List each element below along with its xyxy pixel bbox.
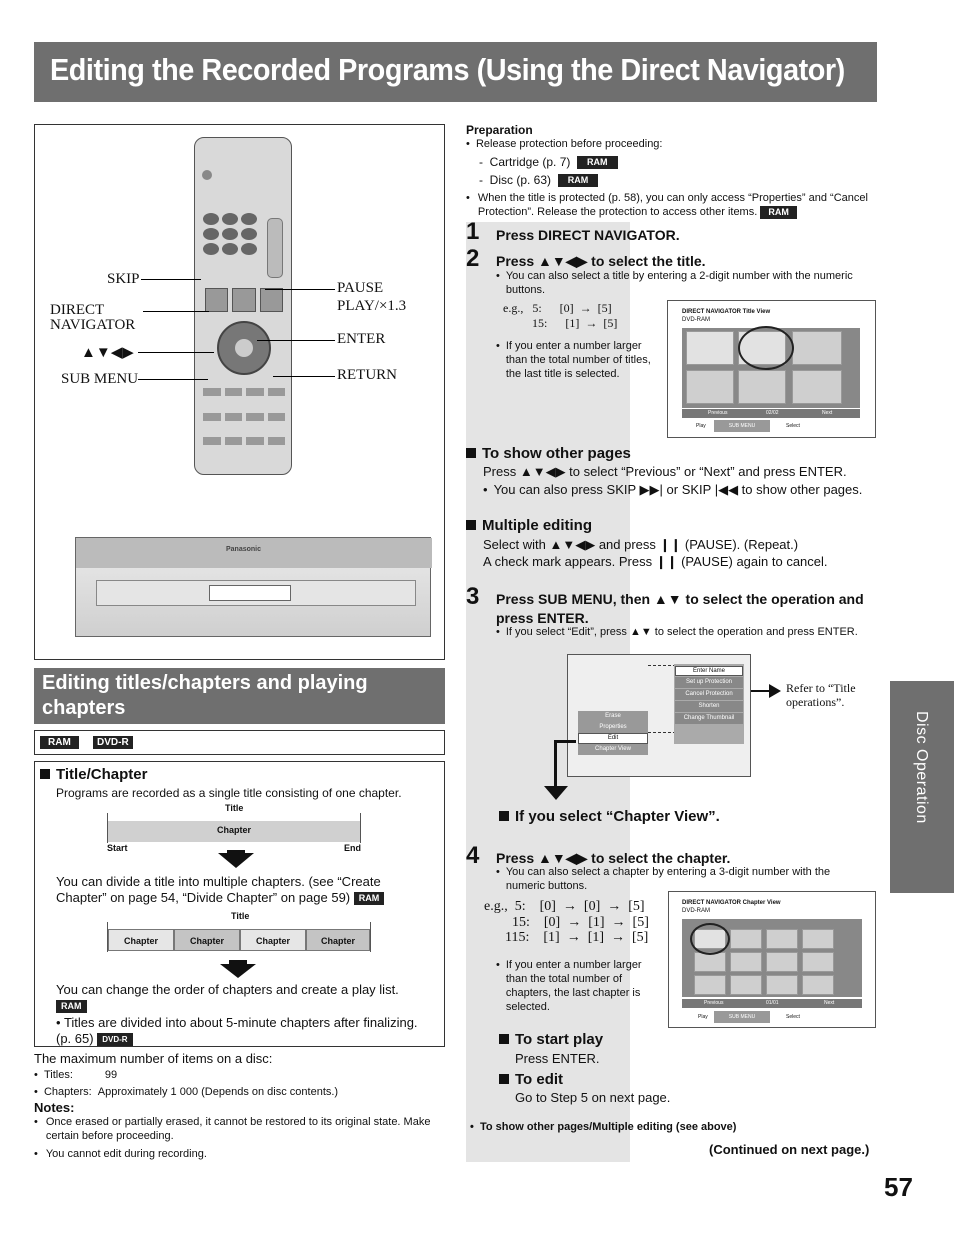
leader-sub-menu bbox=[138, 379, 208, 380]
cv-play: Play bbox=[698, 1014, 708, 1020]
square-bullet-icon bbox=[40, 769, 50, 779]
step-2-text: Press ▲▼◀▶ to select the title. bbox=[496, 253, 706, 269]
step-4-eg2: 15: [0] → [1] → [5] bbox=[512, 915, 649, 930]
selection-circle bbox=[738, 326, 794, 370]
page-number: 57 bbox=[884, 1172, 913, 1202]
tv-unit bbox=[75, 537, 431, 637]
step-2-sub-text: You can also select a title by entering a 2-digit number with the numeric buttons. bbox=[505, 270, 853, 296]
refer-arrow-icon bbox=[769, 684, 781, 698]
prep-line2: • When the title is protected (p. 58), you can only access “Properties” and “Cancel Protection”. Release the protection to access other items. RAM bbox=[466, 192, 868, 218]
tv-screen-header: DIRECT NAVIGATOR Title View bbox=[682, 309, 771, 315]
label-sub-menu: SUB MENU bbox=[61, 371, 139, 387]
step-4-note-text: If you enter a number larger than the total number of chapters, the last chapter is selected. bbox=[505, 959, 642, 1013]
label-skip: SKIP bbox=[107, 271, 140, 287]
transport-buttons bbox=[205, 288, 283, 312]
menu-erase: Erase bbox=[578, 711, 648, 722]
note-1: • Once erased or partially erased, it cannot be restored to its original state. Make certain before proceeding. bbox=[34, 1115, 444, 1143]
tv-footer bbox=[682, 420, 862, 434]
step-2-sub: • You can also select a title by entering a 2-digit number with the numeric buttons. bbox=[496, 269, 856, 297]
tv-prev: Previous bbox=[708, 410, 728, 416]
tv-thumbnail-grid bbox=[682, 328, 860, 408]
section-side-tab bbox=[890, 681, 954, 893]
leader-direct-navigator bbox=[143, 311, 209, 312]
step-3-text: Press SUB MENU, then ▲▼ to select the operation and press ENTER. bbox=[496, 591, 864, 626]
divide-ram-tag: RAM bbox=[354, 892, 385, 905]
step-3-sub: • If you select “Edit”, press ▲▼ to select the operation and press ENTER. bbox=[496, 626, 858, 638]
chapter-view-arrow-icon bbox=[544, 786, 568, 800]
start-play-heading bbox=[499, 1031, 603, 1048]
tv-next: Next bbox=[822, 410, 833, 416]
step-1-number: 1 bbox=[466, 218, 480, 245]
lower-buttons bbox=[203, 388, 285, 458]
edit-text: Go to Step 5 on next page. bbox=[515, 1090, 671, 1105]
prep-cartridge: - Cartridge (p. 7) RAM bbox=[479, 155, 618, 169]
remote-control bbox=[194, 137, 292, 475]
leader-pause bbox=[265, 289, 335, 290]
title-chapter-heading bbox=[40, 766, 147, 783]
title-chapter-intro: Programs are recorded as a single title consisting of one chapter. bbox=[56, 786, 402, 800]
refer-arrow-line bbox=[751, 690, 771, 692]
prep-disc-text: Disc (p. 63) bbox=[489, 173, 552, 187]
multiple-line2: A check mark appears. Press ❙❙ (PAUSE) again to cancel. bbox=[483, 554, 828, 569]
square-bullet-icon bbox=[466, 448, 476, 458]
label-enter: ENTER bbox=[337, 331, 386, 347]
leader-arrows bbox=[138, 352, 214, 353]
note-2-text: You cannot edit during recording. bbox=[45, 1148, 207, 1160]
cv-next: Next bbox=[824, 1000, 835, 1006]
step-4-eg3: 115: [1] → [1] → [5] bbox=[505, 930, 649, 945]
brand-logo: Panasonic bbox=[226, 546, 262, 553]
submenu-right-panel bbox=[674, 664, 744, 744]
prep-line2-text: When the title is protected (p. 58), you can only access “Properties” and “Cancel Protection”. Release the protection to access other items. bbox=[477, 192, 868, 218]
other-pages-bullet-text: You can also press SKIP ▶▶| or SKIP |◀◀ to show other pages. bbox=[493, 482, 863, 497]
diagram2-title-label: Title bbox=[231, 911, 250, 921]
tv-select: Select bbox=[786, 423, 800, 429]
title-chapter-box bbox=[34, 761, 445, 1047]
chapter-view-heading-text: If you select “Chapter View”. bbox=[515, 808, 720, 825]
edit-heading-text: To edit bbox=[515, 1071, 564, 1088]
refer-text: Refer to “Title operations”. bbox=[786, 681, 856, 709]
menu-shorten: Shorten bbox=[675, 701, 743, 712]
label-return: RETURN bbox=[337, 367, 397, 383]
cv-thumbnail-grid bbox=[682, 919, 862, 997]
finalizing-bullet: • Titles are divided into about 5-minute chapters after finalizing. (p. 65) DVD-R bbox=[56, 1015, 418, 1046]
step-4-sub: • You can also select a chapter by entering a 3-digit number with the numeric buttons. bbox=[496, 865, 871, 893]
cv-footer bbox=[682, 1011, 862, 1025]
chapters-value: Approximately 1 000 (Depends on disc contents.) bbox=[97, 1086, 339, 1098]
front-panel bbox=[96, 580, 416, 606]
prep-line1: • Release protection before proceeding: bbox=[466, 138, 663, 150]
notes-heading: Notes: bbox=[34, 1100, 75, 1115]
chapter-view-heading bbox=[499, 808, 720, 825]
cv-screen-header: DIRECT NAVIGATOR Chapter View bbox=[682, 900, 781, 906]
page-header-banner bbox=[34, 42, 877, 102]
label-pause: PAUSE bbox=[337, 280, 384, 296]
finalizing-bullet-text: Titles are divided into about 5-minute chapters after finalizing. (p. 65) bbox=[56, 1015, 418, 1046]
cv-selection-circle bbox=[690, 923, 730, 955]
step-4-number: 4 bbox=[466, 842, 480, 869]
cv-page: 01/01 bbox=[766, 1000, 779, 1006]
power-button bbox=[202, 170, 212, 180]
divide-text bbox=[56, 874, 416, 906]
cv-screen-media: DVD-RAM bbox=[682, 908, 710, 914]
other-pages-text: Press ▲▼◀▶ to select “Previous” or “Next” and press ENTER. bbox=[483, 464, 847, 479]
order-text-body: You can change the order of chapters and create a play list. bbox=[56, 982, 399, 997]
step-4-note: • If you enter a number larger than the total number of chapters, the last chapter is selected. bbox=[496, 958, 658, 1014]
tv-play: Play bbox=[696, 423, 706, 429]
diagram2-bar bbox=[107, 922, 371, 952]
step-1-text: Press DIRECT NAVIGATOR. bbox=[496, 227, 680, 243]
edit-heading bbox=[499, 1071, 563, 1088]
menu-edit: Edit bbox=[578, 733, 648, 744]
square-bullet-icon bbox=[466, 520, 476, 530]
volume-rocker bbox=[267, 218, 283, 278]
diagram2-chapter-4: Chapter bbox=[306, 929, 370, 951]
preparation-heading: Preparation bbox=[466, 123, 533, 137]
prep-line2-tag: RAM bbox=[760, 206, 797, 219]
finalizing-dvd-r-tag: DVD-R bbox=[97, 1033, 132, 1046]
footer-note: • To show other pages/Multiple editing (see above) bbox=[470, 1121, 737, 1133]
chapters-label: Chapters: bbox=[43, 1086, 92, 1098]
note-1-text: Once erased or partially erased, it cannot be restored to its original state. Make certain before proceeding. bbox=[45, 1116, 431, 1142]
tv-page: 02/02 bbox=[766, 410, 779, 416]
diagram1-chapter-label: Chapter bbox=[216, 825, 251, 835]
titles-label: Titles: bbox=[43, 1069, 73, 1081]
prep-cartridge-text: Cartridge (p. 7) bbox=[489, 155, 571, 169]
number-pad bbox=[203, 213, 263, 269]
diagram1-end: End bbox=[344, 843, 361, 853]
chapter-view-connector-h bbox=[554, 740, 576, 743]
step-2-note: • If you enter a number larger than the total number of titles, the last title is selected. bbox=[496, 339, 658, 381]
diagram2-chapter-1: Chapter bbox=[108, 929, 174, 951]
tag-dvd-r: DVD-R bbox=[93, 736, 133, 749]
square-bullet-icon bbox=[499, 811, 509, 821]
step-4-text: Press ▲▼◀▶ to select the chapter. bbox=[496, 850, 731, 866]
tv-screen-media: DVD-RAM bbox=[682, 317, 710, 323]
prep-disc-tag: RAM bbox=[558, 174, 599, 187]
max-items-titles: • Titles: 99 bbox=[34, 1069, 118, 1081]
menu-change-thumbnail: Change Thumbnail bbox=[675, 713, 743, 724]
cv-select: Select bbox=[786, 1014, 800, 1020]
menu-enter-name: Enter Name bbox=[675, 666, 743, 676]
diagram1-start: Start bbox=[107, 843, 128, 853]
page-title: Editing the Recorded Programs (Using the Direct Navigator) bbox=[50, 52, 845, 87]
down-arrow-2-icon bbox=[220, 964, 256, 978]
side-tab-label: Disc Operation bbox=[913, 711, 930, 824]
step-3-sub-text: If you select “Edit”, press ▲▼ to select the operation and press ENTER. bbox=[505, 626, 858, 638]
menu-chapter-view: Chapter View bbox=[578, 744, 648, 755]
diagram1-title-label: Title bbox=[225, 803, 244, 813]
tag-ram: RAM bbox=[40, 736, 79, 749]
prep-disc: - Disc (p. 63) RAM bbox=[479, 173, 598, 187]
title-view-screen bbox=[667, 300, 876, 438]
diagram1-bar bbox=[107, 813, 361, 843]
multiple-editing-heading-text: Multiple editing bbox=[482, 517, 592, 534]
square-bullet-icon bbox=[499, 1074, 509, 1084]
footer-note-text: To show other pages/Multiple editing (see above) bbox=[479, 1121, 737, 1133]
cv-submenu: SUB MENU bbox=[714, 1011, 770, 1023]
multiple-editing-heading bbox=[466, 517, 592, 534]
step-4-sub-text: You can also select a chapter by entering a 3-digit number with the numeric buttons. bbox=[505, 866, 831, 892]
other-pages-heading bbox=[466, 445, 631, 462]
cv-nav-bar bbox=[682, 999, 862, 1008]
order-text bbox=[56, 982, 441, 1014]
prep-cartridge-tag: RAM bbox=[577, 156, 618, 169]
label-direct-navigator-text: DIRECT NAVIGATOR bbox=[50, 302, 136, 333]
diagram2-chapter-3: Chapter bbox=[240, 929, 306, 951]
other-pages-heading-text: To show other pages bbox=[482, 445, 631, 462]
leader-skip bbox=[141, 279, 201, 280]
label-direct-navigator bbox=[50, 303, 135, 333]
titles-value: 99 bbox=[104, 1069, 118, 1081]
other-pages-bullet: • You can also press SKIP ▶▶| or SKIP |◀◀ to show other pages. bbox=[483, 482, 863, 497]
tv-nav-bar bbox=[682, 409, 860, 418]
continued-text: (Continued on next page.) bbox=[709, 1142, 870, 1157]
prep-line1-text: Release protection before proceeding: bbox=[475, 138, 663, 150]
leader-enter bbox=[257, 340, 335, 341]
step-2-note-text: If you enter a number larger than the total number of titles, the last title is selected. bbox=[505, 340, 651, 380]
divide-text-body: You can divide a title into multiple chapters. (see “Create Chapter” on page 54, “Divide Chapter” on page 59) bbox=[56, 874, 381, 905]
step-4-eg1: e.g., 5: [0] → [0] → [5] bbox=[484, 899, 645, 914]
note-2: • You cannot edit during recording. bbox=[34, 1148, 207, 1160]
section-tags-box bbox=[34, 730, 445, 755]
chapter-view-connector-v bbox=[554, 740, 557, 786]
max-items-heading: The maximum number of items on a disc: bbox=[34, 1051, 273, 1066]
multiple-line1: Select with ▲▼◀▶ and press ❙❙ (PAUSE). (Repeat.) bbox=[483, 537, 799, 552]
title-chapter-heading-text: Title/Chapter bbox=[56, 766, 148, 783]
submenu-dashed-connector bbox=[648, 665, 676, 733]
section-heading: Editing titles/chapters and playing chapters bbox=[42, 672, 368, 719]
menu-set-up-protection: Set up Protection bbox=[675, 677, 743, 688]
menu-cancel-protection: Cancel Protection bbox=[675, 689, 743, 700]
step-2-number: 2 bbox=[466, 245, 480, 272]
order-ram-tag: RAM bbox=[56, 1000, 87, 1013]
step-2-eg2: 15: [1] → [5] bbox=[532, 316, 618, 330]
step-3-number: 3 bbox=[466, 583, 480, 610]
section-heading-bar bbox=[34, 668, 445, 724]
tv-submenu: SUB MENU bbox=[714, 420, 770, 432]
submenu-left-panel bbox=[578, 711, 648, 761]
label-arrows: ▲▼◀▶ bbox=[81, 345, 134, 361]
start-play-heading-text: To start play bbox=[515, 1031, 604, 1048]
remote-illustration-box bbox=[34, 124, 445, 660]
sub-menu-screen bbox=[567, 654, 751, 777]
leader-return bbox=[273, 376, 335, 377]
max-items-chapters: • Chapters: Approximately 1 000 (Depends on disc contents.) bbox=[34, 1086, 339, 1098]
menu-properties: Properties bbox=[578, 722, 648, 733]
cv-prev: Previous bbox=[704, 1000, 724, 1006]
chapter-view-screen bbox=[668, 891, 876, 1028]
step-2-eg1: e.g., 5: [0] → [5] bbox=[503, 301, 612, 315]
diagram2-chapter-2: Chapter bbox=[174, 929, 240, 951]
square-bullet-icon bbox=[499, 1034, 509, 1044]
label-play: PLAY/×1.3 bbox=[337, 298, 407, 314]
direction-pad bbox=[217, 321, 271, 375]
down-arrow-stem bbox=[227, 850, 245, 856]
start-play-text: Press ENTER. bbox=[515, 1051, 600, 1066]
